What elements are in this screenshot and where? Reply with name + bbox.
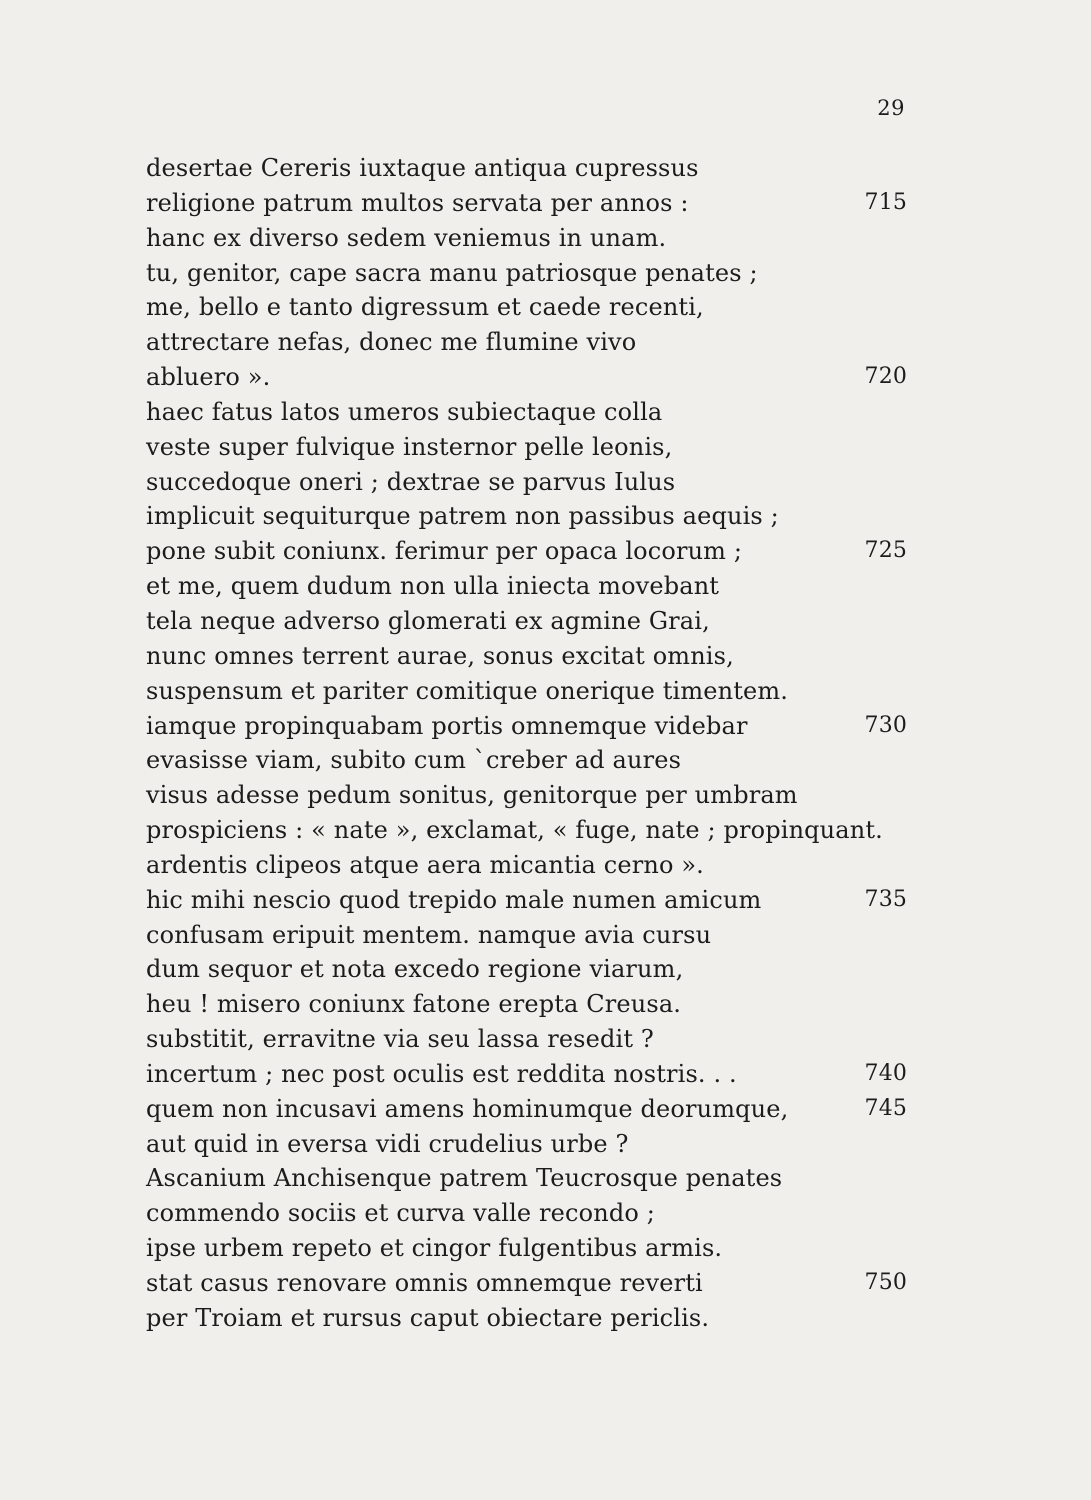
verse-line: [146, 569, 911, 604]
verse-text: hanc ex diverso sedem veniemus in unam.: [146, 223, 667, 252]
verse-line: [146, 465, 911, 500]
verse-text: Ascanium Anchisenque patrem Teucrosque penates: [146, 1164, 783, 1193]
verse-line: [146, 674, 911, 709]
verse-line: [146, 290, 911, 325]
verse-text: tu, genitor, cape sacra manu patriosque penates ;: [146, 258, 758, 287]
verse-text: per Troiam et rursus caput obiectare periclis.: [146, 1303, 710, 1332]
verse-text: desertae Cereris iuxtaque antiqua cupressus: [146, 154, 699, 182]
verse-text: incertum ; nec post oculis est reddita nostris. . .: [146, 1059, 737, 1088]
verse-line: [146, 1092, 911, 1127]
verse-text: prospiciens : « nate », exclamat, « fuge, nate ; propinquant.: [146, 816, 883, 845]
verse-number: 720: [864, 364, 907, 390]
verse-number: 715: [864, 189, 907, 215]
verse-line: [146, 813, 911, 848]
verse-text: confusam eripuit mentem. namque avia cursu: [146, 920, 712, 949]
verse-line: [146, 256, 911, 291]
verse-line: [146, 151, 911, 186]
verse-text: nunc omnes terrent aurae, sonus excitat omnis,: [146, 641, 734, 670]
verse-text: aut quid in eversa vidi crudelius urbe ?: [146, 1129, 629, 1158]
verse-text: hic mihi nescio quod trepido male numen amicum: [146, 885, 762, 914]
verse-text: succedoque oneri ; dextrae se parvus Iulus: [146, 467, 676, 496]
verse-line: [146, 1301, 911, 1336]
verse-text: religione patrum multos servata per annos :: [146, 188, 689, 217]
verse-line: [146, 360, 911, 395]
verse-text: haec fatus latos umeros subiectaque colla: [146, 397, 663, 426]
verse-text: stat casus renovare omnis omnemque reverti: [146, 1269, 703, 1297]
verse-line: [146, 1161, 911, 1196]
verse-line: [146, 918, 911, 953]
verse-text: abluero ».: [146, 363, 271, 392]
verse-line: [146, 1231, 911, 1266]
verse-text: commendo sociis et curva valle recondo ;: [146, 1199, 655, 1228]
verse-line: [146, 848, 911, 883]
verse-line: [146, 325, 911, 360]
verse-text: evasisse viam, subito cum `creber ad aures: [146, 746, 682, 775]
verse-text: me, bello e tanto digressum et caede recenti,: [146, 293, 704, 322]
verse-number: 725: [864, 538, 907, 564]
verse-line: [146, 534, 911, 569]
verse-text: attrectare nefas, donec me flumine vivo: [146, 328, 637, 357]
verse-list: [146, 151, 911, 1336]
verse-line: [146, 395, 911, 430]
verse-text: suspensum et pariter comitique onerique timentem.: [146, 676, 789, 705]
verse-line: [146, 778, 911, 813]
verse-line: [146, 952, 911, 987]
verse-text: pone subit coniunx. ferimur per opaca locorum ;: [146, 537, 743, 566]
verse-line: [146, 604, 911, 639]
verse-text: substitit, erravitne via seu lassa resedit ?: [146, 1025, 654, 1054]
verse-line: [146, 709, 911, 744]
verse-line: [146, 639, 911, 674]
verse-number: 740: [864, 1060, 907, 1086]
verse-line: [146, 1196, 911, 1231]
verse-line: [146, 743, 911, 778]
verse-text: iamque propinquabam portis omnemque videbar: [146, 711, 748, 740]
page-number: 29: [877, 96, 905, 120]
verse-line: [146, 1057, 911, 1092]
verse-number: 730: [864, 712, 907, 738]
verse-text: ipse urbem repeto et cingor fulgentibus armis.: [146, 1234, 723, 1263]
verse-text: visus adesse pedum sonitus, genitorque per umbram: [146, 781, 798, 810]
verse-text: quem non incusavi amens hominumque deorumque,: [146, 1094, 789, 1123]
verse-text: tela neque adverso glomerati ex agmine Grai,: [146, 606, 710, 635]
verse-text: veste super fulvique insternor pelle leonis,: [146, 432, 673, 461]
verse-text: ardentis clipeos atque aera micantia cerno ».: [146, 850, 704, 879]
verse-line: [146, 499, 911, 534]
verse-text: dum sequor et nota excedo regione viarum,: [146, 955, 684, 984]
verse-line: [146, 221, 911, 256]
verse-line: [146, 1022, 911, 1057]
verse-line: [146, 430, 911, 465]
verse-text: implicuit sequiturque patrem non passibus aequis ;: [146, 502, 779, 531]
verse-text: heu ! misero coniunx fatone erepta Creusa.: [146, 990, 682, 1019]
verse-line: [146, 1127, 911, 1162]
verse-number: 750: [864, 1270, 907, 1295]
verse-line: [146, 1266, 911, 1301]
verse-line: [146, 987, 911, 1022]
verse-text: et me, quem dudum non ulla iniecta movebant: [146, 572, 720, 601]
verse-line: [146, 186, 911, 221]
verse-line: [146, 883, 911, 918]
verse-number: 735: [864, 886, 907, 912]
verse-number: 745: [864, 1095, 907, 1121]
